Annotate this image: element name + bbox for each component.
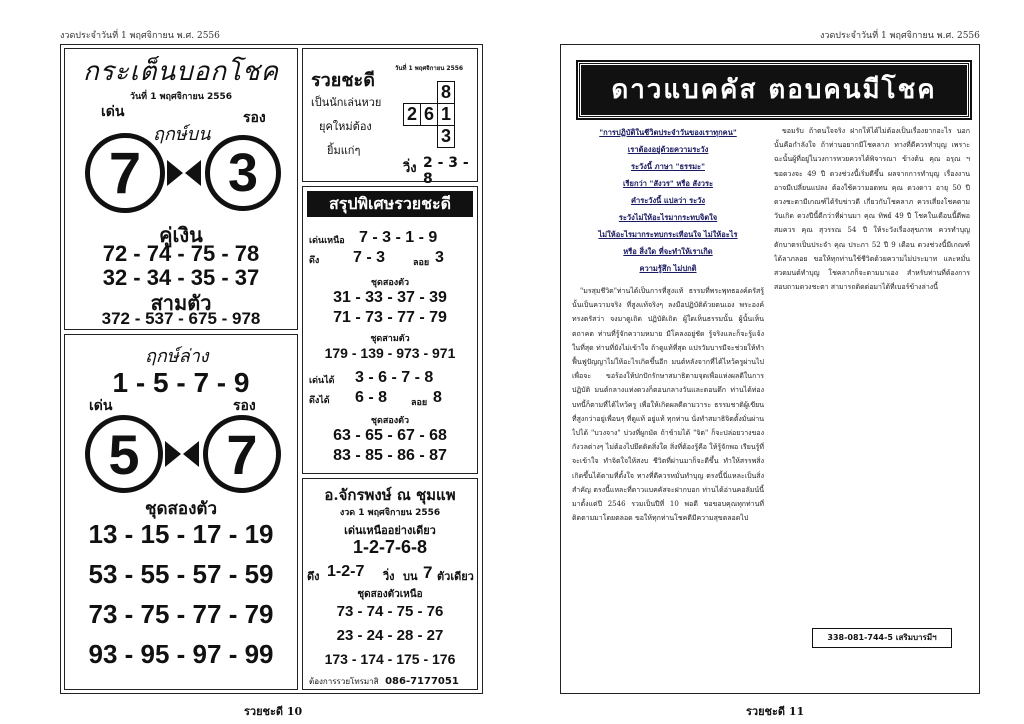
panel-summary-title: สรุปพิเศษรวยชะดี bbox=[307, 191, 473, 217]
panel-jakkrapong-title: อ.จักรพงษ์ ณ ชุมแพ bbox=[324, 486, 456, 504]
number-grid bbox=[403, 81, 455, 148]
top-digits-d: 3 - 6 - 7 - 8 bbox=[355, 369, 434, 386]
bottom-float-digit-d: 8 bbox=[433, 389, 442, 406]
grid-cell: 3 bbox=[438, 126, 455, 148]
contact-box bbox=[812, 628, 952, 648]
left-page-header: งวดประจำวันที่ 1 พฤศจิกายน พ.ศ. 2556 bbox=[60, 31, 220, 41]
panel-kraten-title: กระเต็นบอกโชค bbox=[82, 57, 280, 87]
panel-ruay-line1: เป็นนักเล่นหวย bbox=[311, 96, 382, 109]
verses-block bbox=[572, 124, 764, 277]
set2b-row-d-1: 63 - 65 - 67 - 68 bbox=[333, 427, 447, 444]
label-sub-b: รอง bbox=[233, 398, 256, 414]
panel-ruay-line3: ยิ้มแก่ๆ bbox=[327, 144, 361, 157]
row-e-2: 23 - 24 - 28 - 27 bbox=[336, 627, 444, 644]
row-e-3: 173 - 174 - 175 - 176 bbox=[324, 651, 456, 667]
low-label-d: ดึง bbox=[309, 256, 320, 266]
pairs-row-2: 32 - 34 - 35 - 37 bbox=[102, 265, 260, 290]
verse-line: หรือ สิ่งใด ที่จะทำให้เราเกิด bbox=[623, 247, 713, 256]
banner-title: ดาวแบคคัส ตอบคนมีโชค bbox=[611, 75, 937, 105]
run-digits-c: 2 - 3 - 8 bbox=[423, 155, 469, 187]
panel-ruay-line2: ยุคใหม่ต้อง bbox=[319, 120, 372, 133]
verse-line: คำระวังนี้ แปลว่า ระวัง bbox=[630, 196, 706, 205]
sub-digit-b: 7 bbox=[226, 422, 258, 486]
grid-cell: 8 bbox=[438, 82, 455, 104]
label-main-a: เด่น bbox=[101, 104, 125, 120]
panel-ruay bbox=[302, 48, 478, 187]
float-label-d: ลอย bbox=[413, 258, 430, 268]
set2-row-d-1: 31 - 33 - 37 - 39 bbox=[333, 289, 447, 306]
verse-line: เราต้องอยู่ด้วยความระวัง bbox=[627, 145, 709, 154]
pairs-title-b: ชุดสองตัว bbox=[144, 499, 218, 519]
bottom-label-d: ดึงได้ bbox=[309, 396, 330, 406]
label-main-b: เด่น bbox=[89, 398, 113, 414]
grid-cell: 2 bbox=[404, 104, 421, 126]
section-upper: ฤกษ์บน bbox=[153, 124, 211, 145]
contact-text: 338-081-744-5 เสริมบารมีฯ bbox=[827, 633, 937, 642]
arrow-left-icon bbox=[183, 441, 199, 467]
article-left-text: "มรสุมชีวิต"ท่านได้เป็นการที่สูงแท้ ธรรมที่พระพุทธองค์ตรัสรู้นั้นเป็นความจริง ที่สูงแท้จริงๆ ลงมือปฏิบัติด้วยตนเอง พระองค์ทรงตรัสว่า จงมาดูเถิด ปฏิบัติเถิด ผู้ใดเห็นธรรมนั้น ผู้นั้นเห็นตถาคต ท่านที่รู้จักความหมาย มีโคลงอยู่ชัด รู้จริงและก็จะรู้แจ้งในที่สุด ท่านที่ยังไม่เข้าใจ ถ้าดูแท้ที่สุด แปรวัมบารมีจะช่วยให้ทำฟื้นฟูปัญญาไม่ให้อะไรเกิดขึ้นอีก มนต์หลังจากที่ได้ไหว้ครูผ่านไป เพื่อจะ ขอร้องให้ปกปักรักษาสมาธิตามจุดเพื่อแห่งผลดีในการปฏิบัติ มนต์กลางแท่งดวงก็ตอนกลางวันและตอนดึก ท่านได้ท่องบทนี้ก็ตามที่ได้ไหว้ครู เพื่อให้เกิดผลดีตามวาระ ธรรมชาติผู้เขียนที่สูงกว่าอยู่เพื่อนๆ ที่ดูแท้ อยู่แท้ ทุกท่าน นั่งทำสมาธิจิตตั้งมั่นผ่านไปได้ "บวงจาง" บ่วงที่ผูกมัด ถ้าข้ามได้ "จิต" ก็จะปล่อยวางของกังวลต่างๆ ไม่ต้องไปยึดติดสิ่งใด สิ่งที่ต้องรู้คือ ให้รู้จักพอ เรียนรู้ที่จะเข้าใจ ทำจิตใจให้สงบ ชีวิตที่ผ่านมาก็จะดีขึ้น ทำให้สรรพสิ่งเกิดขึ้นได้ตามที่ตั้งใจ ทางที่ดีควรหมั่นทำบุญ ตรงนี้นี่แหละเป็นสิ่งสำคัญ ตรงนี้แหละที่ดาวแบคคัสจะฝากบอก ท่านได้อ่านคอลัมน์นี้มาตั้งแต่ปี 2546 รวมเป็นปีที่ 10 พอดี ขอขอบคุณทุกท่านที่ติดตามมาโดยตลอด ขอให้ทุกท่านโชคดีมีความสุขตลอดไป bbox=[572, 287, 764, 523]
article-left-column bbox=[572, 284, 764, 680]
right-page-header: งวดประจำวันที่ 1 พฤศจิกายน พ.ศ. 2556 bbox=[820, 31, 980, 41]
verse-line: ระวังนี้ ภาษา "ธรรมะ" bbox=[630, 162, 705, 171]
triples-row-a: 372 - 537 - 675 - 978 bbox=[101, 309, 261, 328]
pairs-title-a: คู่เงิน bbox=[159, 223, 203, 247]
draw-digits-e: 1-2-7 bbox=[327, 563, 365, 580]
main-digit-b: 5 bbox=[108, 422, 140, 486]
top-label-d: เด่นได้ bbox=[309, 376, 335, 386]
pairs-row-b-4: 93 - 95 - 97 - 99 bbox=[88, 639, 274, 669]
main-digit-circle-a bbox=[85, 133, 165, 213]
triples-title-a: สามตัว bbox=[150, 291, 212, 315]
verse-line: ความรู้สึก ไม่ปกติ bbox=[639, 264, 697, 273]
arrow-right-icon bbox=[167, 160, 183, 186]
arrow-right-icon bbox=[165, 441, 181, 467]
main-digit-circle-b bbox=[85, 415, 163, 493]
low-digits-d: 7 - 3 bbox=[353, 249, 386, 266]
contact-phone-e: 086-7177051 bbox=[385, 676, 459, 687]
contact-label-e: ต้องการรวยโทรมาสิ bbox=[309, 677, 379, 686]
grid-cell: 6 bbox=[421, 104, 438, 126]
label-sub-a: รอง bbox=[243, 110, 266, 126]
set2b-row-d-2: 83 - 85 - 86 - 87 bbox=[333, 447, 447, 464]
sub-digit-circle-b bbox=[203, 415, 281, 493]
lead-label-d: เด่นเหนือ bbox=[309, 236, 345, 246]
verse-line: ระวังไม่ให้อะไรมากระทบจิตใจ bbox=[618, 213, 718, 222]
grid-cell: 1 bbox=[438, 104, 455, 126]
run-text-e: บน bbox=[403, 570, 418, 583]
run-label-e: วิ่ง bbox=[383, 570, 395, 583]
pairs-row-1: 72 - 74 - 75 - 78 bbox=[102, 241, 260, 266]
article-right-text: ขอมรับ ถ้าตนใจจริง ฝากให้ได้ไม่ต้องเป็นเรื่องยากอะไร นอกนั้นคือกำลังใจ ถ้าท่านอยากมีโชคลาภ ทางที่ดีควรทำบุญ เพราะฉะนั้นผู้ที่อยู่ในวงการหวยควรได้พิจารณา ข้างต้น คุณ อรุณ ฯ ขอดวงจะ 49 ปี ดวงช่วงนี้เริ่มดีขึ้น ผลจากการทำบุญ เรื่องงานอาจมีเปลี่ยนแปลง ต้องใช้ความอดทน คุณ ดวงดาว อายุ 50 ปี ดวงชะตามีเกณฑ์ได้รับข่าวดี เกี่ยวกับโชคลาภ ควรเสี่ยงโชคตามวันเกิด ดวงปีนี้ดีกว่าที่ผ่านมา คุณ ทิพย์ 49 ปี โชคในเดือนนี้ดีพอสมควร คุณ สุวรรณ 54 ปี ให้ระวังเรื่องสุขภาพ ควรทำบุญตักบาตรเป็นประจำ คุณ ประภา 52 ปี 9 เดือน ดวงช่วงนี้มีเกณฑ์ได้ลาภลอย ขอให้ทุกท่านใช้ชีวิตด้วยความไม่ประมาท และหมั่นสวดมนต์ทำบุญ โชคลาภก็จะตามมาเอง สำหรับท่านที่ต้องการสอบถามดวงชะตา สามารถติดต่อมาได้ที่เบอร์ข้างล่างนี้ bbox=[774, 127, 970, 292]
main-digit-a: 7 bbox=[108, 140, 142, 206]
panel-summary bbox=[302, 186, 478, 474]
left-page-footer: รวยชะดี 10 bbox=[244, 705, 303, 718]
verse-line: เรียกว่า "สังวร" หรือ สังวระ bbox=[622, 179, 714, 188]
verse-line: ไม่ให้อะไรมากระทบกระเทือนใจ ไม่ให้อะไร bbox=[598, 230, 738, 239]
set3-row-d: 179 - 139 - 973 - 971 bbox=[324, 345, 456, 361]
sub-digit-a: 3 bbox=[227, 143, 259, 203]
set-title-e: ชุดสองตัวเหนือ bbox=[357, 589, 423, 600]
panel-jakkrapong bbox=[302, 478, 478, 690]
article-right-column bbox=[774, 124, 970, 620]
set2b-title-d: ชุดสองตัว bbox=[370, 416, 410, 426]
arrow-left-icon bbox=[185, 160, 201, 186]
row-e-1: 73 - 74 - 75 - 76 bbox=[336, 603, 444, 620]
run-suffix-e: ตัวเดียว bbox=[437, 570, 474, 583]
sub-digit-circle-a bbox=[205, 135, 281, 211]
banner-box bbox=[578, 62, 970, 118]
set3-title-d: ชุดสามตัว bbox=[370, 334, 410, 344]
run-label-c: วิ่ง bbox=[403, 161, 417, 176]
draw-label-e: ดึง bbox=[307, 570, 320, 583]
bottom-float-label-d: ลอย bbox=[411, 398, 428, 408]
panel-ruay-title: รวยชะดี bbox=[311, 70, 375, 91]
bottom-digits-d: 6 - 8 bbox=[355, 389, 388, 406]
pairs-row-b-1: 13 - 15 - 17 - 19 bbox=[88, 519, 274, 549]
panel-kraten-date: วันที่ 1 พฤศจิกายน 2556 bbox=[129, 92, 233, 102]
section-lower: ฤกษ์ล่าง bbox=[145, 346, 209, 367]
right-page-footer: รวยชะดี 11 bbox=[746, 705, 805, 718]
set2-row-d-2: 71 - 73 - 77 - 79 bbox=[333, 309, 447, 326]
lead-row-e: 1-2-7-6-8 bbox=[352, 537, 428, 557]
run-digit-e: 7 bbox=[423, 563, 433, 582]
panel-kraten bbox=[64, 48, 298, 330]
panel-lower bbox=[64, 334, 298, 690]
pairs-row-b-2: 53 - 55 - 57 - 59 bbox=[88, 559, 274, 589]
lead-title-e: เด่นเหนืออย่างเดียว bbox=[344, 524, 436, 537]
sequence-lower: 1 - 5 - 7 - 9 bbox=[112, 367, 250, 398]
set2-title-d: ชุดสองตัว bbox=[370, 278, 410, 288]
pairs-row-b-3: 73 - 75 - 77 - 79 bbox=[88, 599, 274, 629]
contact-line-e bbox=[309, 675, 459, 688]
panel-ruay-date: วันที่ 1 พฤศจิกายน 2556 bbox=[395, 65, 464, 72]
verse-line: "การปฏิบัติในชีวิตประจำวันของเราทุกคน" bbox=[599, 128, 737, 137]
lead-digits-d: 7 - 3 - 1 - 9 bbox=[359, 229, 438, 246]
panel-jakkrapong-date: งวด 1 พฤศจิกายน 2556 bbox=[339, 508, 441, 518]
float-digit-d: 3 bbox=[435, 249, 444, 266]
